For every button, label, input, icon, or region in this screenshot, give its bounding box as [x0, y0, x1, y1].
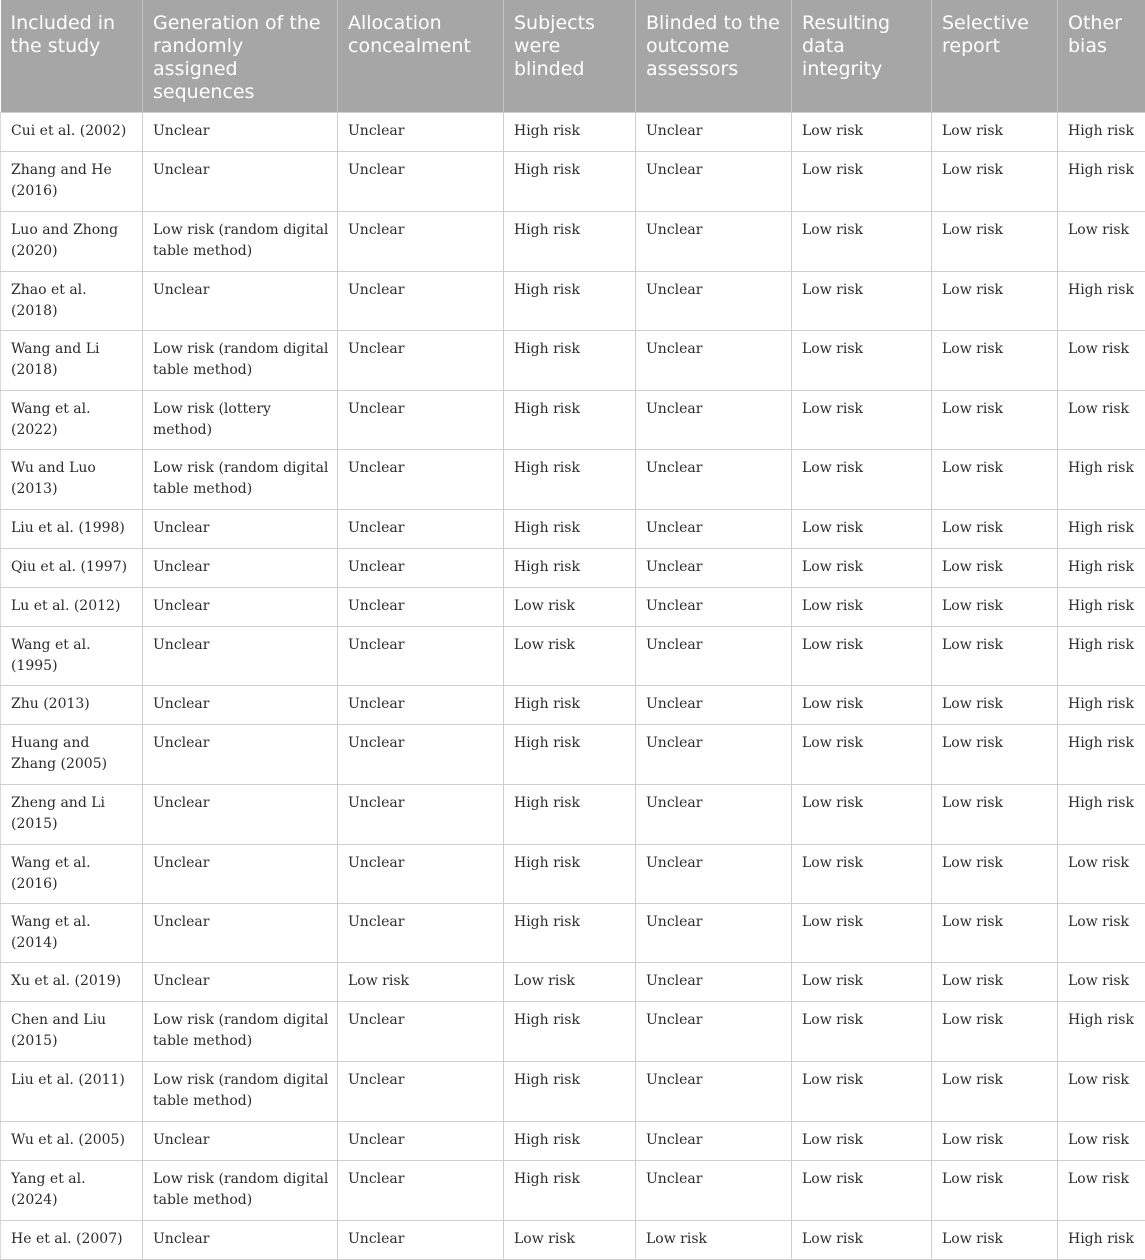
table-cell: Low risk — [932, 331, 1058, 391]
table-cell: Unclear — [636, 510, 792, 549]
study-cell: Xu et al. (2019) — [1, 963, 143, 1002]
table-cell: Unclear — [143, 272, 338, 331]
table-cell: Low risk — [1058, 904, 1145, 963]
table-row — [1, 725, 1145, 785]
table-cell: High risk — [1058, 450, 1145, 510]
table-row — [1, 686, 1145, 725]
header-cell: Selective report — [932, 0, 1058, 113]
table-cell: Unclear — [636, 1161, 792, 1221]
table-cell: Low risk — [932, 588, 1058, 627]
table-cell: Unclear — [143, 1122, 338, 1161]
study-cell: He et al. (2007) — [1, 1221, 143, 1260]
table-cell: Unclear — [143, 963, 338, 1002]
table-cell: Low risk — [932, 725, 1058, 785]
table-cell: Low risk (random digital table method) — [143, 212, 338, 272]
table-row — [1, 450, 1145, 510]
table-cell: High risk — [1058, 627, 1145, 686]
study-cell: Wang et al. (2014) — [1, 904, 143, 963]
table-cell: Unclear — [143, 588, 338, 627]
table-cell: Low risk — [792, 1161, 932, 1221]
table-cell: Low risk — [792, 549, 932, 588]
study-cell: Liu et al. (1998) — [1, 510, 143, 549]
table-cell: Low risk — [792, 627, 932, 686]
study-cell: Cui et al. (2002) — [1, 113, 143, 152]
table-cell: Unclear — [338, 113, 504, 152]
table-cell: Unclear — [338, 588, 504, 627]
study-cell: Chen and Liu (2015) — [1, 1002, 143, 1062]
table-cell: Unclear — [338, 845, 504, 904]
table-row — [1, 1161, 1145, 1221]
table-cell: Unclear — [338, 331, 504, 391]
table-cell: Low risk — [792, 1062, 932, 1122]
table-cell: Low risk — [504, 1221, 636, 1260]
study-cell: Wang et al. (2022) — [1, 391, 143, 450]
table-cell: Unclear — [636, 588, 792, 627]
study-cell: Liu et al. (2011) — [1, 1062, 143, 1122]
study-cell: Qiu et al. (1997) — [1, 549, 143, 588]
table-cell: Unclear — [636, 152, 792, 212]
header-cell: Generation of the randomly assigned sequences — [143, 0, 338, 113]
table-row — [1, 845, 1145, 904]
table-cell: Low risk (lottery method) — [143, 391, 338, 450]
table-cell: Unclear — [338, 450, 504, 510]
study-cell: Lu et al. (2012) — [1, 588, 143, 627]
table-cell: Low risk — [792, 450, 932, 510]
table-cell: High risk — [1058, 113, 1145, 152]
header-cell: Subjects were blinded — [504, 0, 636, 113]
table-cell: Low risk — [932, 904, 1058, 963]
table-cell: High risk — [504, 1062, 636, 1122]
table-cell: Low risk — [792, 845, 932, 904]
table-cell: High risk — [1058, 549, 1145, 588]
table-cell: Low risk — [792, 1221, 932, 1260]
table-cell: High risk — [504, 1122, 636, 1161]
table-cell: Unclear — [636, 963, 792, 1002]
table-cell: Unclear — [338, 549, 504, 588]
table-cell: Unclear — [636, 549, 792, 588]
table-cell: Unclear — [636, 725, 792, 785]
table-cell: Low risk — [1058, 963, 1145, 1002]
table-cell: Unclear — [143, 785, 338, 845]
table-cell: High risk — [504, 152, 636, 212]
table-row — [1, 113, 1145, 152]
table-cell: Unclear — [143, 845, 338, 904]
table-cell: High risk — [504, 1161, 636, 1221]
table-cell: High risk — [504, 272, 636, 331]
table-cell: High risk — [504, 212, 636, 272]
table-cell: Unclear — [338, 1002, 504, 1062]
table-cell: High risk — [504, 686, 636, 725]
table-row — [1, 1002, 1145, 1062]
table-cell: Unclear — [636, 331, 792, 391]
table-cell: Low risk — [792, 785, 932, 845]
table-cell: Unclear — [338, 1161, 504, 1221]
table-cell: Unclear — [338, 272, 504, 331]
table-cell: Low risk — [932, 391, 1058, 450]
table-cell: Unclear — [338, 785, 504, 845]
table-cell: High risk — [1058, 152, 1145, 212]
table-row — [1, 1062, 1145, 1122]
table-cell: Unclear — [143, 113, 338, 152]
table-cell: Unclear — [338, 1221, 504, 1260]
table-cell: Low risk — [1058, 212, 1145, 272]
table-cell: Unclear — [143, 627, 338, 686]
table-cell: High risk — [504, 785, 636, 845]
table-cell: Low risk — [636, 1221, 792, 1260]
table-cell: Low risk — [792, 904, 932, 963]
table-cell: Low risk (random digital table method) — [143, 331, 338, 391]
table-cell: Low risk — [792, 391, 932, 450]
table-row — [1, 212, 1145, 272]
table-cell: Low risk — [1058, 1062, 1145, 1122]
table-cell: Low risk — [932, 450, 1058, 510]
table-cell: High risk — [504, 510, 636, 549]
table-cell: Low risk — [792, 152, 932, 212]
study-cell: Yang et al. (2024) — [1, 1161, 143, 1221]
table-cell: High risk — [504, 1002, 636, 1062]
study-cell: Wang and Li (2018) — [1, 331, 143, 391]
study-cell: Wang et al. (2016) — [1, 845, 143, 904]
table-cell: Low risk — [792, 588, 932, 627]
table-cell: Low risk — [504, 588, 636, 627]
table-cell: Low risk — [932, 272, 1058, 331]
table-cell: Unclear — [143, 725, 338, 785]
table-cell: Unclear — [143, 549, 338, 588]
table-cell: Low risk — [932, 845, 1058, 904]
table-cell: Unclear — [143, 686, 338, 725]
table-cell: High risk — [1058, 725, 1145, 785]
header-cell: Resulting data integrity — [792, 0, 932, 113]
table-row — [1, 1221, 1145, 1260]
table-cell: Low risk (random digital table method) — [143, 1161, 338, 1221]
table-cell: Unclear — [338, 510, 504, 549]
table-cell: High risk — [1058, 1002, 1145, 1062]
table-row — [1, 391, 1145, 450]
table-cell: Unclear — [636, 1062, 792, 1122]
study-cell: Wang et al. (1995) — [1, 627, 143, 686]
table-cell: Low risk — [932, 1161, 1058, 1221]
table-cell: Unclear — [143, 152, 338, 212]
table-cell: Unclear — [143, 904, 338, 963]
table-row — [1, 904, 1145, 963]
table-cell: Unclear — [338, 1062, 504, 1122]
table-cell: High risk — [1058, 1221, 1145, 1260]
table-cell: Low risk — [792, 725, 932, 785]
table-cell: Low risk — [932, 627, 1058, 686]
table-cell: Unclear — [338, 152, 504, 212]
table-cell: Low risk — [932, 549, 1058, 588]
table-cell: Unclear — [338, 1122, 504, 1161]
header-cell: Blinded to the outcome assessors — [636, 0, 792, 113]
table-cell: Low risk — [932, 113, 1058, 152]
table-cell: Unclear — [338, 725, 504, 785]
study-cell: Zheng and Li (2015) — [1, 785, 143, 845]
table-row — [1, 331, 1145, 391]
table-cell: High risk — [1058, 686, 1145, 725]
table-row — [1, 785, 1145, 845]
study-cell: Luo and Zhong (2020) — [1, 212, 143, 272]
table-cell: Unclear — [636, 113, 792, 152]
table-cell: Unclear — [636, 686, 792, 725]
table-cell: Unclear — [143, 510, 338, 549]
table-cell: Low risk — [1058, 1161, 1145, 1221]
table-cell: Unclear — [636, 272, 792, 331]
table-cell: Low risk — [792, 963, 932, 1002]
table-cell: High risk — [1058, 510, 1145, 549]
table-cell: Low risk — [792, 510, 932, 549]
table-cell: Low risk — [932, 785, 1058, 845]
table-cell: Low risk — [932, 152, 1058, 212]
study-cell: Zhao et al. (2018) — [1, 272, 143, 331]
table-cell: Low risk — [1058, 391, 1145, 450]
table-row — [1, 152, 1145, 212]
table-cell: Low risk — [1058, 331, 1145, 391]
table-cell: Unclear — [636, 391, 792, 450]
table-cell: Low risk — [504, 627, 636, 686]
table-cell: Unclear — [636, 1122, 792, 1161]
study-cell: Wu et al. (2005) — [1, 1122, 143, 1161]
table-cell: Low risk (random digital table method) — [143, 1062, 338, 1122]
table-row — [1, 627, 1145, 686]
table-cell: Low risk — [792, 1122, 932, 1161]
table-row — [1, 1122, 1145, 1161]
table-cell: Low risk — [932, 510, 1058, 549]
table-cell: High risk — [504, 845, 636, 904]
table-cell: High risk — [1058, 588, 1145, 627]
table-cell: Low risk — [792, 686, 932, 725]
table-cell: Low risk — [792, 212, 932, 272]
study-cell: Zhang and He (2016) — [1, 152, 143, 212]
table-row — [1, 588, 1145, 627]
table-cell: Low risk — [338, 963, 504, 1002]
table-cell: Unclear — [636, 785, 792, 845]
table-cell: Low risk — [792, 1002, 932, 1062]
header-row — [1, 0, 1145, 113]
table-cell: Low risk — [932, 212, 1058, 272]
table-row — [1, 549, 1145, 588]
table-cell: Unclear — [636, 212, 792, 272]
study-cell: Zhu (2013) — [1, 686, 143, 725]
table-cell: High risk — [504, 450, 636, 510]
table-cell: Low risk (random digital table method) — [143, 450, 338, 510]
table-cell: Low risk — [1058, 1122, 1145, 1161]
table-cell: Low risk — [792, 113, 932, 152]
table-cell: Low risk — [932, 1221, 1058, 1260]
table-cell: High risk — [504, 904, 636, 963]
table-cell: Low risk — [792, 272, 932, 331]
table-cell: Low risk — [932, 686, 1058, 725]
table-row — [1, 963, 1145, 1002]
table-cell: Unclear — [636, 450, 792, 510]
table-cell: Low risk — [504, 963, 636, 1002]
table-cell: High risk — [1058, 272, 1145, 331]
study-cell: Huang and Zhang (2005) — [1, 725, 143, 785]
table-cell: Unclear — [338, 904, 504, 963]
table-cell: Low risk — [932, 963, 1058, 1002]
table-cell: Unclear — [338, 212, 504, 272]
table-cell: Low risk (random digital table method) — [143, 1002, 338, 1062]
table-cell: High risk — [504, 331, 636, 391]
table-cell: Unclear — [338, 627, 504, 686]
table-cell: Low risk — [932, 1122, 1058, 1161]
table-cell: Unclear — [636, 627, 792, 686]
table-cell: Low risk — [792, 331, 932, 391]
table-cell: Unclear — [143, 1221, 338, 1260]
table-cell: Unclear — [338, 391, 504, 450]
table-cell: Low risk — [932, 1002, 1058, 1062]
table-cell: High risk — [504, 113, 636, 152]
study-cell: Wu and Luo (2013) — [1, 450, 143, 510]
header-cell: Other bias — [1058, 0, 1145, 113]
table-cell: High risk — [504, 549, 636, 588]
header-cell: Allocation concealment — [338, 0, 504, 113]
table-cell: Low risk — [932, 1062, 1058, 1122]
table-row — [1, 272, 1145, 331]
table-cell: High risk — [1058, 785, 1145, 845]
header-cell: Included in the study — [1, 0, 143, 113]
table-cell: Unclear — [636, 904, 792, 963]
table-cell: Low risk — [1058, 845, 1145, 904]
table-cell: Unclear — [636, 845, 792, 904]
table-row — [1, 510, 1145, 549]
table-cell: Unclear — [636, 1002, 792, 1062]
table-cell: High risk — [504, 391, 636, 450]
table-cell: High risk — [504, 725, 636, 785]
table-cell: Unclear — [338, 686, 504, 725]
